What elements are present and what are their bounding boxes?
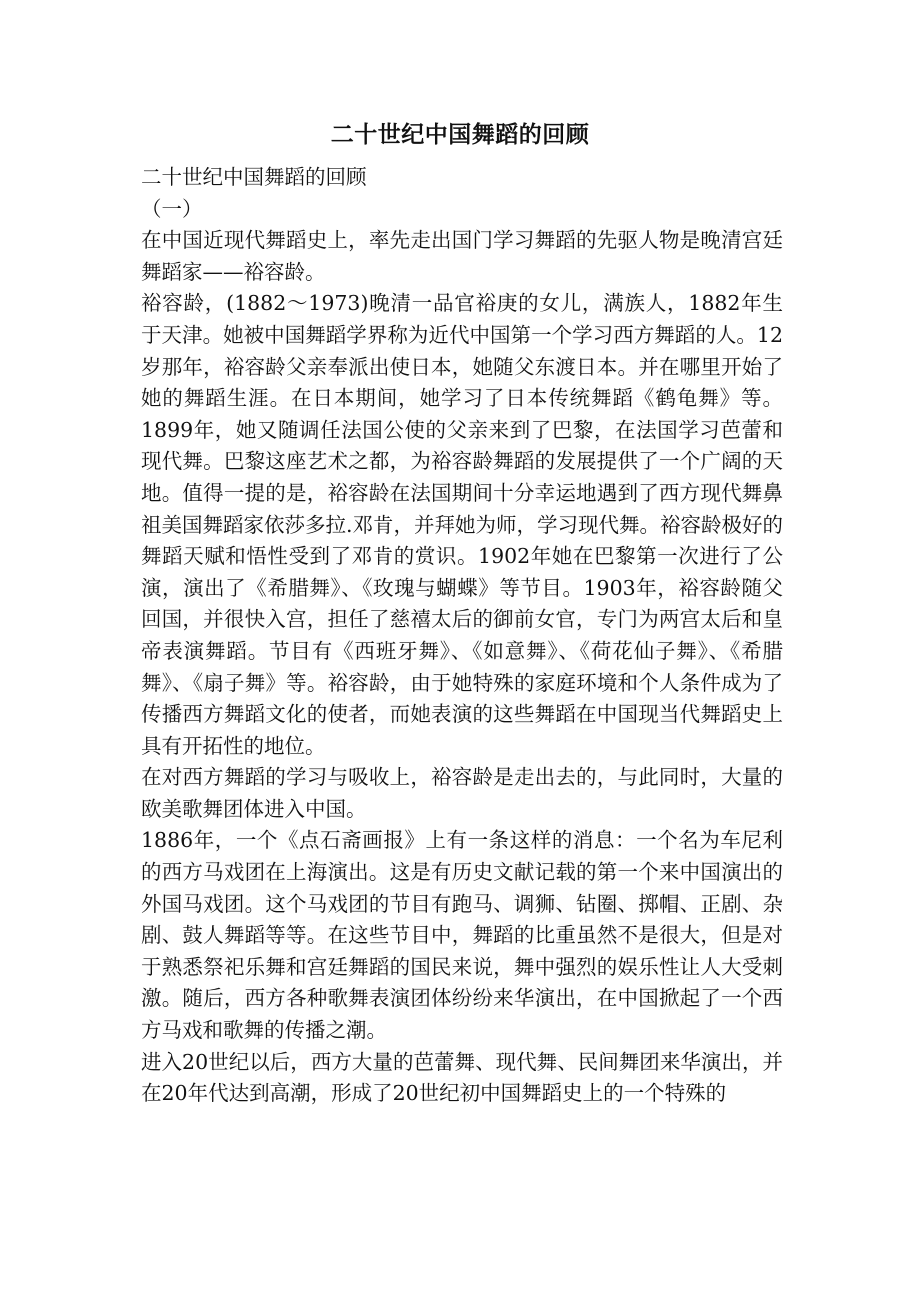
section-number: （一） (141, 196, 203, 221)
intro-paragraph: 在中国近现代舞蹈史上，率先走出国门学习舞蹈的先驱人物是晚清宫廷舞蹈家——裕容龄。 (141, 228, 783, 284)
biography-paragraph: 裕容龄，(1882～1973)晚清一品官裕庚的女儿，满族人，1882年生于天津。她被中国舞蹈学界称为近代中国第一个学习西方舞蹈的人。12岁那年，裕容龄父亲奉派出使日本，她随父东渡日本。并在哪里开始了她的舞蹈生涯。在日本期间，她学习了日本传统舞蹈《鹤龟舞》等。1899年，她又随调任法国公使的父亲来到了巴黎，在法国学习芭蕾和现代舞。巴黎这座艺术之都，为裕容龄舞蹈的发展提供了一个广阔的天地。值得一提的是，裕容龄在法国期间十分幸运地遇到了西方现代舞鼻祖美国舞蹈家依莎多拉.邓肯，并拜她为师，学习现代舞。裕容龄极好的舞蹈天赋和悟性受到了邓肯的赏识。1902年她在巴黎第一次进行了公演，演出了《希腊舞》、《玫瑰与蝴蝶》等节目。1903年，裕容龄随父回国，并很快入宫，担任了慈禧太后的御前女官，专门为两宫太后和皇帝表演舞蹈。节目有《西班牙舞》、《如意舞》、《荷花仙子舞》、《希腊舞》、《扇子舞》等。裕容龄，由于她特殊的家庭环境和个人条件成为了传播西方舞蹈文化的使者，而她表演的这些舞蹈在中国现当代舞蹈史上具有开拓性的地位。 (141, 291, 784, 758)
transition-paragraph: 在对西方舞蹈的学习与吸收上，裕容龄是走出去的，与此同时，大量的欧美歌舞团体进入中国。 (141, 765, 783, 821)
circus-history-paragraph: 1886年，一个《点石斋画报》上有一条这样的消息：一个名为车尼利的西方马戏团在上海演出。这是有历史文献记载的第一个来中国演出的外国马戏团。这个马戏团的节目有跑马、调狮、钻圈、掷帽、正剧、杂剧、鼓人舞蹈等等。在这些节目中，舞蹈的比重虽然不是很大，但是对于熟悉祭祀乐舞和宫廷舞蹈的国民来说，舞中强烈的娱乐性让人大受刺激。随后，西方各种歌舞表演团体纷纷来华演出，在中国掀起了一个西方马戏和歌舞的传播之潮。 (141, 828, 783, 1043)
page-title: 二十世纪中国舞蹈的回顾 (330, 121, 590, 148)
subtitle-paragraph: 二十世纪中国舞蹈的回顾 (141, 165, 367, 189)
twentieth-century-paragraph: 进入20世纪以后，西方大量的芭蕾舞、现代舞、民间舞团来华演出，并在20年代达到高潮，形成了20世纪初中国舞蹈史上的一个特殊的 (141, 1049, 783, 1106)
document-body (141, 162, 783, 1110)
